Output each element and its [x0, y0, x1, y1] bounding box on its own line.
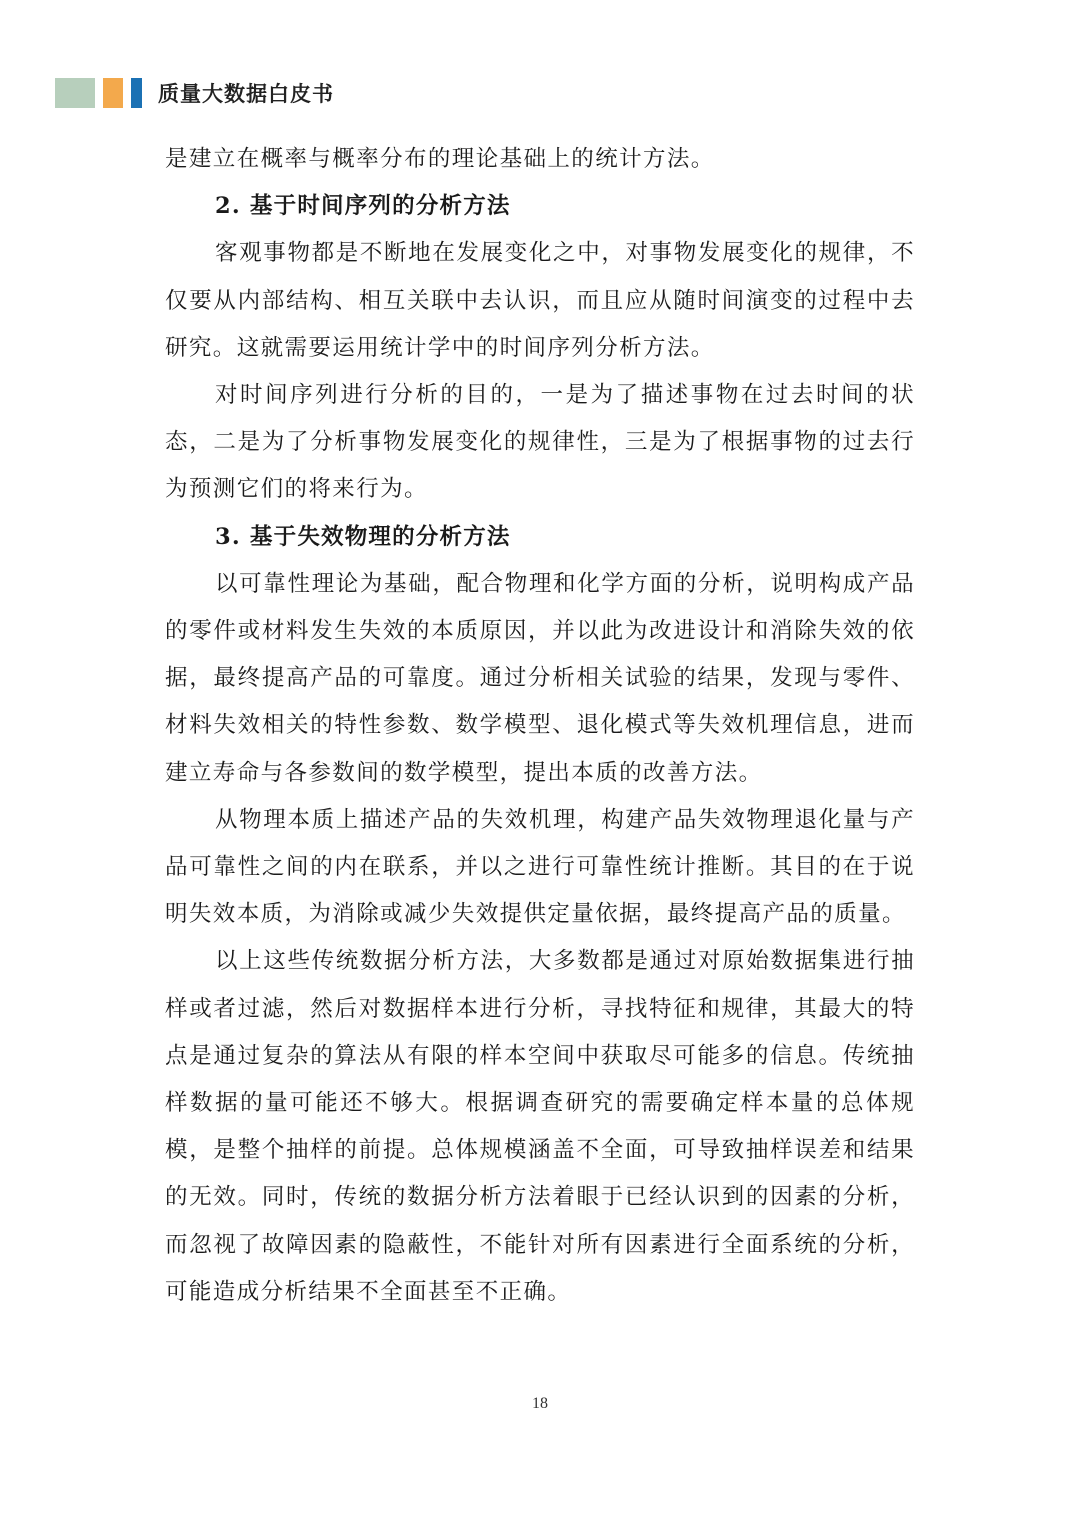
header-orange-block: [103, 78, 123, 108]
paragraph-traditional-methods-summary: 以上这些传统数据分析方法，大多数都是通过对原始数据集进行抽样或者过滤，然后对数据样本进行分析，寻找特征和规律，其最大的特点是通过复杂的算法从有限的样本空间中获取尽可能多的信息。传统抽样数据的量可能还不够大。根据调查研究的需要确定样本量的总体规模，是整个抽样的前提。总体规模涵盖不全面，可导致抽样误差和结果的无效。同时，传统的数据分析方法着眼于已经认识到的因素的分析，而忽视了故障因素的隐蔽性，不能针对所有因素进行全面系统的分析，可能造成分析结果不全面甚至不正确。: [165, 948, 915, 1305]
document-title: 质量大数据白皮书: [158, 82, 334, 106]
paragraph-failure-mechanism: 从物理本质上描述产品的失效机理，构建产品失效物理退化量与产品可靠性之间的内在联系，并以之进行可靠性统计推断。其目的在于说明失效本质，为消除或减少失效提供定量依据，最终提高产品的质量。: [165, 806, 915, 928]
paragraph-time-series-purpose: 对时间序列进行分析的目的，一是为了描述事物在过去时间的状态，二是为了分析事物发展变化的规律性，三是为了根据事物的过去行为预测它们的将来行为。: [165, 382, 915, 503]
paragraph-time-series-intro: 客观事物都是不断地在发展变化之中，对事物发展变化的规律，不仅要从内部结构、相互关联中去认识，而且应从随时间演变的过程中去研究。这就需要运用统计学中的时间序列分析方法。: [165, 240, 915, 361]
header-blue-block: [131, 78, 142, 108]
paragraph-failure-physics-basis: 以可靠性理论为基础，配合物理和化学方面的分析，说明构成产品的零件或材料发生失效的本质原因，并以此为改进设计和消除失效的依据，最终提高产品的可靠度。通过分析相关试验的结果，发现与零件、材料失效相关的特性参数、数学模型、退化模式等失效机理信息，进而建立寿命与各参数间的数学模型，提出本质的改善方法。: [165, 570, 915, 786]
page-header: [55, 78, 334, 108]
section-heading-failure-physics: 3. 基于失效物理的分析方法: [215, 523, 511, 550]
paragraph-continued: 是建立在概率与概率分布的理论基础上的统计方法。: [165, 146, 715, 172]
page-content: [165, 136, 915, 1316]
section-heading-time-series: 2. 基于时间序列的分析方法: [215, 193, 511, 220]
page-number: 18: [532, 1395, 548, 1412]
header-green-block: [55, 78, 95, 108]
